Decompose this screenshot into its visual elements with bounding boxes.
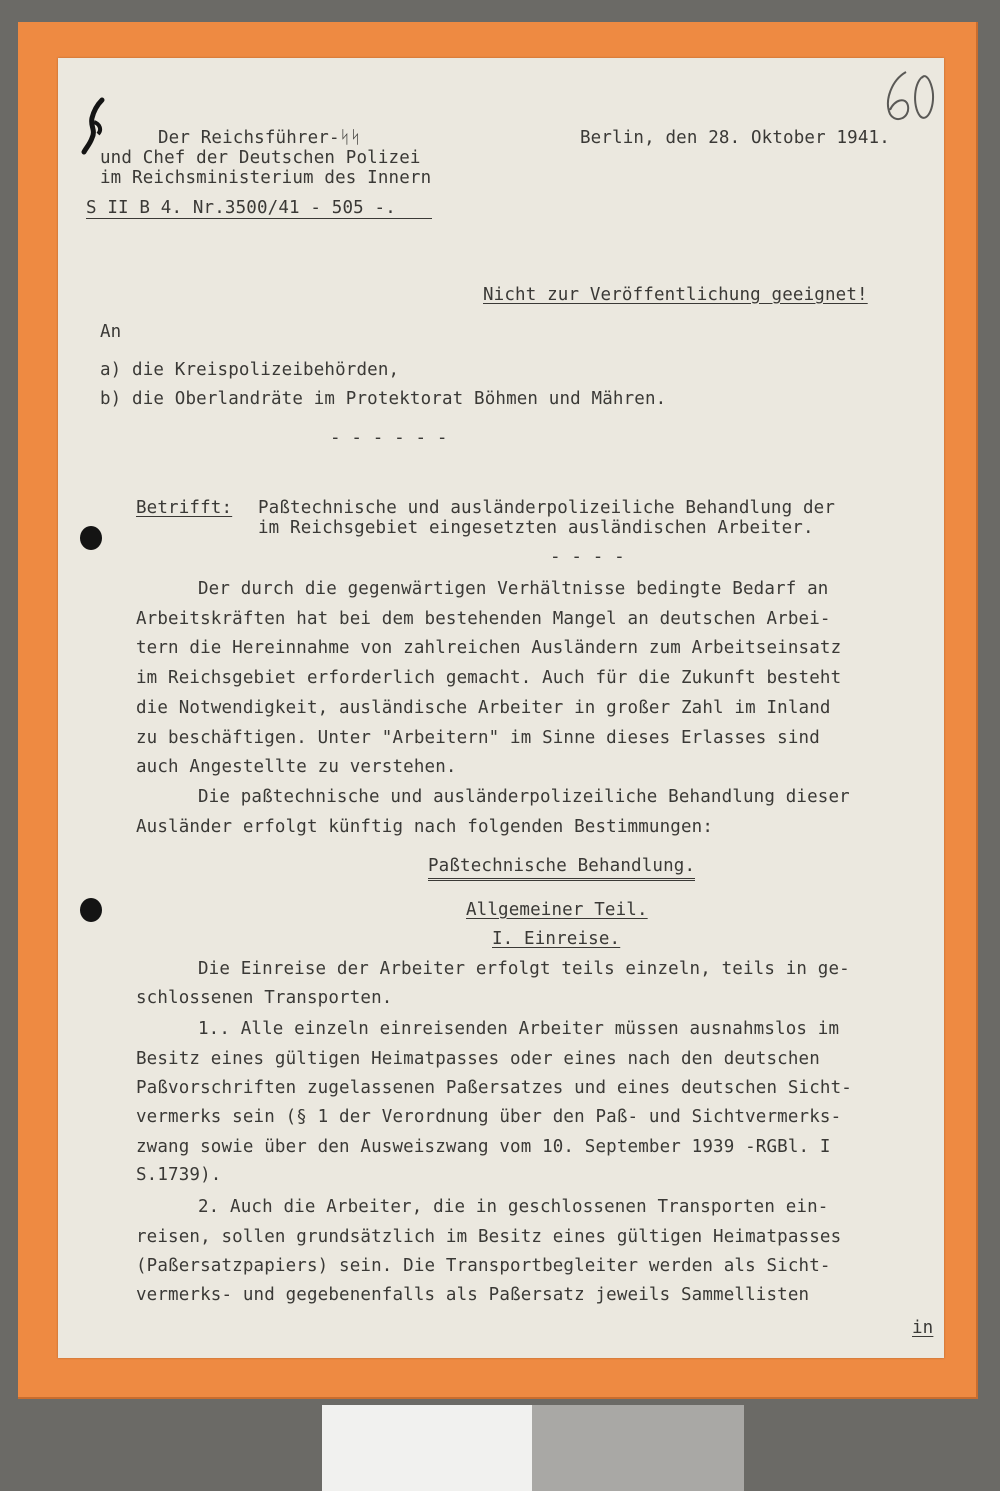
body-line: tern die Hereinnahme von zahlreichen Ausländern zum Arbeitseinsatz xyxy=(136,638,842,658)
divider-1: - - - - - - xyxy=(330,428,448,448)
body-line: die Notwendigkeit, ausländische Arbeiter in großer Zahl im Inland xyxy=(136,698,831,718)
body-line: zwang sowie über den Ausweiszwang vom 10. September 1939 -RGBl. I xyxy=(136,1137,831,1157)
body-line: Die paßtechnische und ausländerpolizeiliche Behandlung dieser xyxy=(198,787,850,807)
body-line: reisen, sollen grundsätzlich im Besitz eines gültigen Heimatpasses xyxy=(136,1227,842,1247)
body-line: Arbeitskräften hat bei dem bestehenden Mangel an deutschen Arbei- xyxy=(136,609,831,629)
heading-passtechnische-behandlung: Paßtechnische Behandlung. xyxy=(428,856,695,881)
body-line: (Paßersatzpapiers) sein. Die Transportbegleiter werden als Sicht- xyxy=(136,1256,831,1276)
subject-label: Betrifft: xyxy=(136,498,233,518)
body-line: Paßvorschriften zugelassenen Paßersatzes und eines deutschen Sicht- xyxy=(136,1078,852,1098)
label-white-panel xyxy=(322,1405,532,1491)
continuation-word: in xyxy=(912,1318,934,1338)
body-line: vermerks- und gegebenenfalls als Paßersatz jeweils Sammellisten xyxy=(136,1285,810,1305)
body-line: 2. Auch die Arbeiter, die in geschlossenen Transporten ein- xyxy=(198,1197,829,1217)
body-line: Die Einreise der Arbeiter erfolgt teils einzeln, teils in ge- xyxy=(198,959,850,979)
body-line: Der durch die gegenwärtigen Verhältnisse bedingte Bedarf an xyxy=(198,579,829,599)
date-line: Berlin, den 28. Oktober 1941. xyxy=(580,128,890,148)
recipients-label: An xyxy=(100,322,122,342)
restriction-notice: Nicht zur Veröffentlichung geeignet! xyxy=(483,285,868,305)
subject-line-2: im Reichsgebiet eingesetzten ausländischen Arbeiter. xyxy=(258,518,814,538)
body-line: Besitz eines gültigen Heimatpasses oder eines nach den deutschen xyxy=(136,1049,820,1069)
body-line: auch Angestellte zu verstehen. xyxy=(136,757,457,777)
subject-line-1: Paßtechnische und ausländerpolizeiliche Behandlung der xyxy=(258,498,836,518)
body-line: zu beschäftigen. Unter "Arbeitern" im Sinne dieses Erlasses sind xyxy=(136,728,820,748)
sender-line-1: Der Reichsführer-ᛋᛋ xyxy=(158,128,361,148)
sender-line-3: im Reichsministerium des Innern xyxy=(100,168,432,188)
heading-einreise: I. Einreise. xyxy=(492,929,621,949)
body-line: im Reichsgebiet erforderlich gemacht. Auch für die Zukunft besteht xyxy=(136,668,842,688)
body-line: S.1739). xyxy=(136,1165,222,1185)
label-grey-panel xyxy=(532,1405,744,1491)
heading-allgemeiner-teil: Allgemeiner Teil. xyxy=(466,900,648,920)
punch-hole-top xyxy=(80,526,102,550)
divider-2: - - - - xyxy=(550,547,625,567)
handwritten-page-number xyxy=(876,66,940,128)
body-line: vermerks sein (§ 1 der Verordnung über den Paß- und Sichtvermerks- xyxy=(136,1107,842,1127)
recipient-a: a) die Kreispolizeibehörden, xyxy=(100,360,400,380)
body-line: 1.. Alle einzeln einreisenden Arbeiter müssen ausnahmslos im xyxy=(198,1019,840,1039)
recipient-b: b) die Oberlandräte im Protektorat Böhmen und Mähren. xyxy=(100,389,667,409)
archive-label-strip xyxy=(322,1405,744,1491)
body-line: Ausländer erfolgt künftig nach folgenden Bestimmungen: xyxy=(136,817,714,837)
punch-hole-bottom xyxy=(80,898,102,922)
reference-number: S II B 4. Nr.3500/41 - 505 -. xyxy=(86,198,432,219)
body-line: schlossenen Transporten. xyxy=(136,988,393,1008)
sender-line-2: und Chef der Deutschen Polizei xyxy=(100,148,421,168)
